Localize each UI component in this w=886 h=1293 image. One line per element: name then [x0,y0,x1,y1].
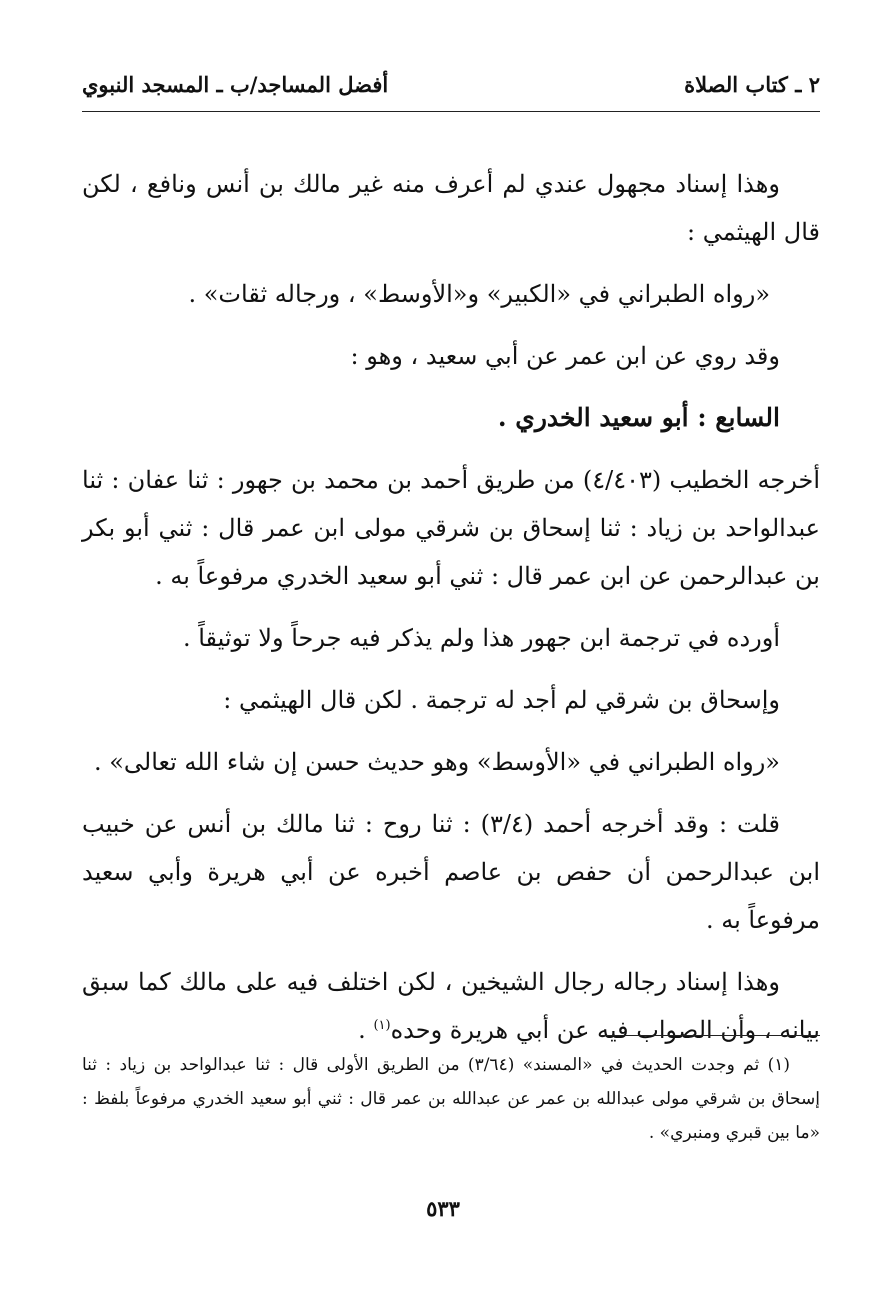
header-divider [82,111,820,112]
main-text [82,160,820,1068]
running-header [82,72,820,108]
paragraph: وقد روي عن ابن عمر عن أبي سعيد ، وهو : [350,342,780,370]
paragraph: أورده في ترجمة ابن جهور هذا ولم يذكر فيه جرحاً ولا توثيقاً . [182,624,780,652]
paragraph: أخرجه الخطيب (٤/٤٠٣) من طريق أحمد بن محمد بن جهور : ثنا عفان : ثنا عبدالواحد بن زياد : ثنا إسحاق بن شرقي مولى ابن عمر قال : ثني أبو بكر بن عبدالرحمن عن ابن عمر قال : ثني أبو سعيد الخدري مرفوعاً به . [82,466,820,590]
footnote-divider [600,1035,820,1036]
paragraph: قلت : وقد أخرجه أحمد (٣/٤) : ثنا روح : ثنا مالك بن أنس عن خبيب ابن عبدالرحمن أن حفص بن عاصم أخبره عن أبي هريرة وأبي سعيد مرفوعاً به . [82,810,820,934]
paragraph: وهذا إسناد مجهول عندي لم أعرف منه غير مالك بن أنس ونافع ، لكن قال الهيثمي : [82,170,820,246]
paragraph-tail: . [358,1016,374,1044]
quote-paragraph: «رواه الطبراني في «الأوسط» وهو حديث حسن إن شاء الله تعالى» . [93,748,780,776]
section-heading: السابع : أبو سعيد الخدري . [497,403,780,432]
paragraph: وإسحاق بن شرقي لم أجد له ترجمة . لكن قال الهيثمي : [223,686,780,714]
chapter-title: ٢ ـ كتاب الصلاة [684,72,820,97]
page-number: ٥٣٣ [426,1196,460,1221]
paragraph-text: وهذا إسناد رجاله رجال الشيخين ، لكن اختلف فيه على مالك كما سبق بيانه ، وأن الصواب فيه عن أبي هريرة وحده [82,968,820,1044]
footnote: (١) ثم وجدت الحديث في «المسند» (٣/٦٤) من الطريق الأولى قال : ثنا عبدالواحد بن زياد : ثنا إسحاق بن شرقي مولى عبدالله بن عمر عن عبدالله بن عمر قال : ثني أبو سعيد الخدري مرفوعاً بلفظ : «ما بين قبري ومنبري» . [82,1055,820,1143]
paragraph-with-footnote [82,958,820,1054]
footnote-marker: (١) [373,1018,391,1033]
section-title: أفضل المساجد/ب ـ المسجد النبوي [82,72,389,97]
quote-paragraph: «رواه الطبراني في «الكبير» و«الأوسط» ، ورجاله ثقات» . [188,280,770,308]
